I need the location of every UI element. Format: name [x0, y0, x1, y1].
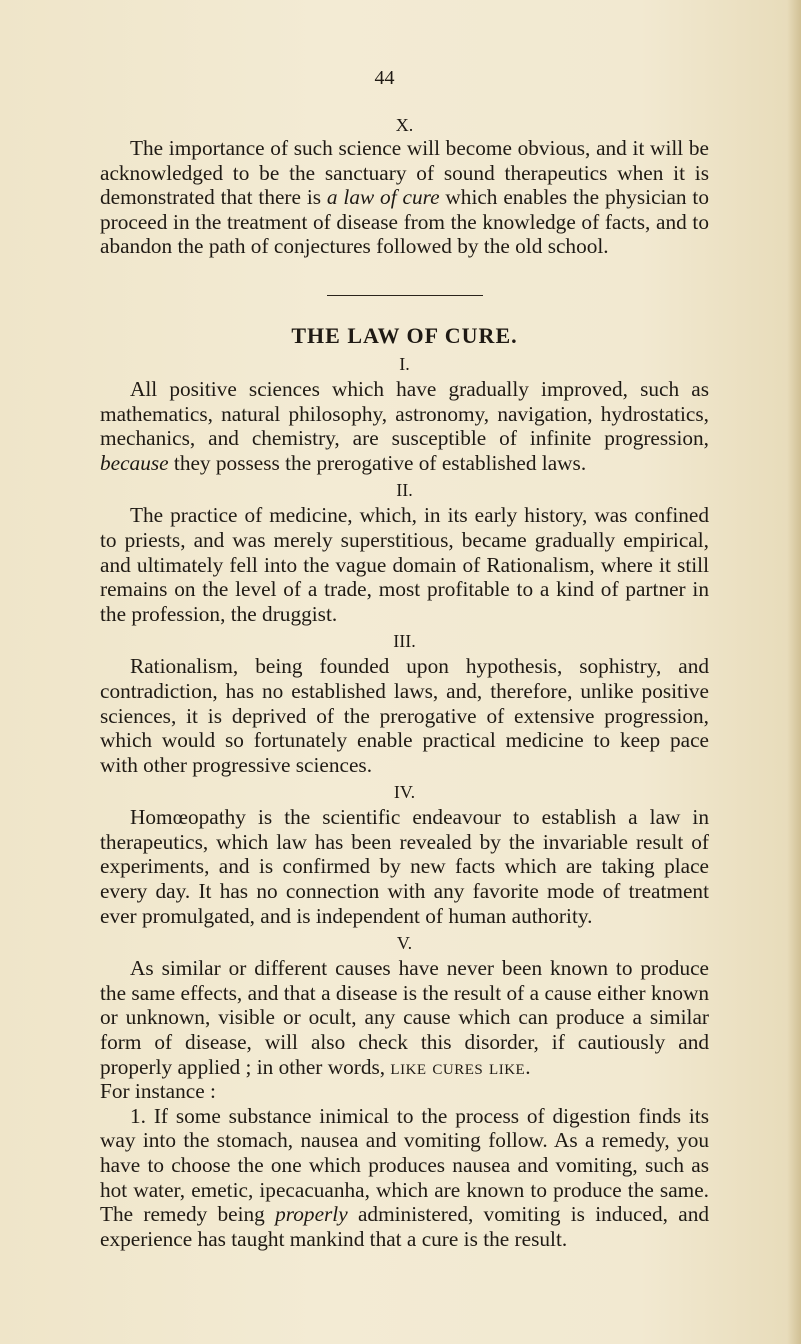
section-iii-paragraph: Rationalism, being founded upon hypothesis, sophistry, and contradiction, has no established laws, and, therefore, unlike positive sciences, it is deprived of the prerogative of extensive progression, which would so fortunately enable practical medicine to keep pace with other progressive sciences. — [100, 654, 709, 777]
section-v-smallcaps: like cures like. — [390, 1054, 532, 1079]
section-numeral-iii: III. — [393, 631, 416, 652]
section-v-paragraph — [100, 956, 709, 1079]
section-i-italic: because — [100, 450, 169, 475]
example-1-text-a: 1. If some substance inimical to the process of digestion finds its way into the stomach, nausea and vomiting follow. As a remedy, you have to choose the one which produces nausea and vomiting, such as hot water, emetic, ipecacuanha, which are known to produce the same. The remedy being — [100, 1103, 709, 1227]
section-i-text-b: they possess the prerogative of established laws. — [168, 450, 587, 475]
section-x-paragraph — [100, 136, 709, 259]
section-x-text-a: The importance of such science will become obvious, and it will be acknowledged to be the sanctuary of sound therapeutics when it is demonstrated that there is — [100, 136, 709, 210]
for-instance-line: For instance : — [100, 1079, 216, 1104]
section-i-text-a: All positive sciences which have gradually improved, such as mathematics, natural philosophy, astronomy, navigation, hydrostatics, mechanics, and chemistry, are susceptible of infinite progression, — [100, 376, 709, 451]
section-numeral-x: X. — [395, 115, 414, 135]
section-numeral-i: I. — [399, 353, 410, 374]
section-divider-rule — [327, 295, 483, 296]
section-ii-paragraph: The practice of medicine, which, in its early history, was confined to priests, and was merely superstitious, became gradually empirical, and ultimately fell into the vague domain of Rationalism, where it still remains on the level of a trade, most profitable to a kind of partner in the profession, the druggist. — [100, 503, 709, 626]
section-iv-paragraph: Homœopathy is the scientific endeavour to establish a law in therapeutics, which law has been revealed by the invariable result of experiments, and is confirmed by new facts which are taking place every day. It has no connection with any favorite mode of treatment ever promulgated, and is independent of human authority. — [100, 805, 709, 928]
section-numeral-iv: IV. — [393, 782, 416, 803]
section-numeral-ii: II. — [396, 480, 413, 501]
section-x-italic: a law of cure — [326, 185, 440, 210]
page-edge-shadow — [787, 0, 801, 1344]
section-i-paragraph — [100, 377, 709, 475]
section-v-text-a: As similar or different causes have never been known to produce the same effects, and that a disease is the result of a cause either known or unknown, visible or ocult, any cause which can produce a similar form of disease, will also check this disorder, if cautiously and properly applied ; in other words, — [100, 956, 709, 1079]
chapter-heading: THE LAW OF CURE. — [291, 322, 518, 348]
example-1-paragraph — [100, 1104, 709, 1252]
section-numeral-v: V. — [396, 933, 413, 954]
section-x-text-b: which enables the physician to proceed in the treatment of disease from the knowledge of facts, and to abandon the path of conjectures followed by the old school. — [100, 185, 709, 259]
example-1-italic: properly — [275, 1202, 348, 1227]
page-number: 44 — [374, 67, 395, 89]
example-1-text-b: administered, vomiting is induced, and experience has taught mankind that a cure is the result. — [100, 1202, 709, 1251]
